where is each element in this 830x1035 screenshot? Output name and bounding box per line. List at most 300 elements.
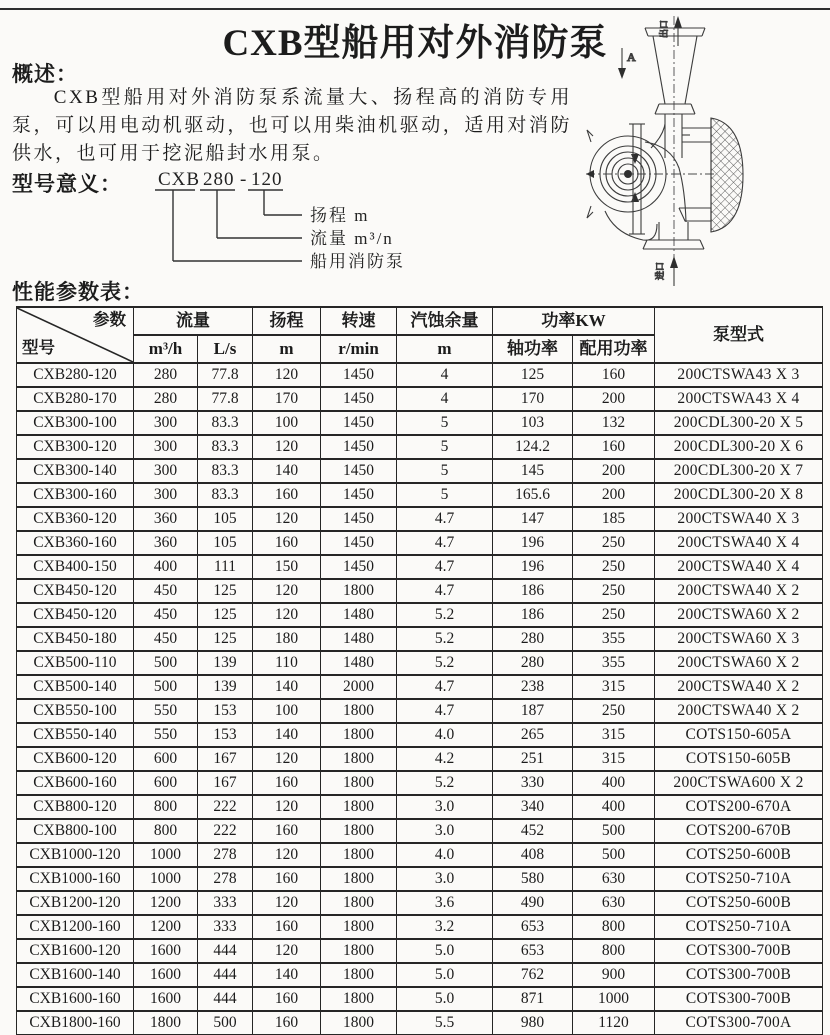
table-row bbox=[17, 891, 823, 915]
value-cell: 580 bbox=[493, 867, 573, 891]
pump-type-cell: 200CTSWA43 X 4 bbox=[655, 387, 823, 411]
table-row bbox=[17, 915, 823, 939]
table-row bbox=[17, 459, 823, 483]
pump-type-cell: 200CDL300-20 X 7 bbox=[655, 459, 823, 483]
value-cell: 250 bbox=[573, 603, 655, 627]
value-cell: 340 bbox=[493, 795, 573, 819]
value-cell: 140 bbox=[253, 675, 321, 699]
value-cell: 1480 bbox=[321, 627, 397, 651]
value-cell: 250 bbox=[573, 531, 655, 555]
value-cell: 160 bbox=[253, 867, 321, 891]
model-code-prefix: CXB bbox=[158, 169, 201, 190]
table-row bbox=[17, 363, 823, 387]
value-cell: 5.2 bbox=[397, 603, 493, 627]
value-cell: 120 bbox=[253, 843, 321, 867]
col-header-pump-type: 泵型式 bbox=[655, 307, 823, 363]
section-a-arrow bbox=[618, 48, 626, 79]
value-cell: 83.3 bbox=[198, 411, 253, 435]
model-cell: CXB800-120 bbox=[17, 795, 134, 819]
value-cell: 1450 bbox=[321, 531, 397, 555]
table-row bbox=[17, 627, 823, 651]
pump-type-cell: 200CTSWA40 X 4 bbox=[655, 531, 823, 555]
value-cell: 450 bbox=[134, 603, 198, 627]
table-row bbox=[17, 387, 823, 411]
model-meaning-heading: 型号意义： bbox=[12, 172, 122, 196]
col-header-speed: 转速 bbox=[321, 307, 397, 335]
value-cell: 1800 bbox=[321, 579, 397, 603]
value-cell: 250 bbox=[573, 555, 655, 579]
model-cell: CXB1600-140 bbox=[17, 963, 134, 987]
value-cell: 500 bbox=[573, 843, 655, 867]
model-cell: CXB1000-120 bbox=[17, 843, 134, 867]
value-cell: 1800 bbox=[321, 771, 397, 795]
value-cell: 125 bbox=[198, 579, 253, 603]
value-cell: 444 bbox=[198, 963, 253, 987]
table-row bbox=[17, 795, 823, 819]
value-cell: 167 bbox=[198, 771, 253, 795]
pump-type-cell: 200CTSWA600 X 2 bbox=[655, 771, 823, 795]
value-cell: 1450 bbox=[321, 411, 397, 435]
value-cell: 333 bbox=[198, 915, 253, 939]
value-cell: 1600 bbox=[134, 963, 198, 987]
table-row bbox=[17, 603, 823, 627]
value-cell: 1000 bbox=[573, 987, 655, 1011]
value-cell: 1800 bbox=[321, 843, 397, 867]
value-cell: 980 bbox=[493, 1011, 573, 1035]
outlet-label: 出口 bbox=[659, 19, 669, 38]
table-row bbox=[17, 699, 823, 723]
value-cell: 1450 bbox=[321, 483, 397, 507]
outlet-arrow bbox=[674, 16, 682, 46]
col-header-rated-power: 配用功率 bbox=[573, 335, 655, 363]
inlet-arrow bbox=[670, 256, 678, 286]
value-cell: 300 bbox=[134, 483, 198, 507]
value-cell: 400 bbox=[134, 555, 198, 579]
value-cell: 120 bbox=[253, 891, 321, 915]
value-cell: 653 bbox=[493, 939, 573, 963]
value-cell: 160 bbox=[253, 531, 321, 555]
value-cell: 1800 bbox=[321, 963, 397, 987]
corner-label-parameter: 参数 bbox=[93, 310, 126, 329]
value-cell: 167 bbox=[198, 747, 253, 771]
value-cell: 4.0 bbox=[397, 723, 493, 747]
value-cell: 250 bbox=[573, 579, 655, 603]
value-cell: 139 bbox=[198, 675, 253, 699]
model-label-pump: 船用消防泵 bbox=[310, 252, 405, 271]
model-cell: CXB360-120 bbox=[17, 507, 134, 531]
value-cell: 3.0 bbox=[397, 867, 493, 891]
value-cell: 315 bbox=[573, 675, 655, 699]
value-cell: 186 bbox=[493, 579, 573, 603]
value-cell: 125 bbox=[198, 603, 253, 627]
value-cell: 222 bbox=[198, 819, 253, 843]
value-cell: 185 bbox=[573, 507, 655, 531]
value-cell: 140 bbox=[253, 459, 321, 483]
model-cell: CXB1600-120 bbox=[17, 939, 134, 963]
value-cell: 5.0 bbox=[397, 987, 493, 1011]
model-code-head: 120 bbox=[251, 169, 283, 190]
value-cell: 1800 bbox=[321, 699, 397, 723]
col-header-shaft-power: 轴功率 bbox=[493, 335, 573, 363]
col-header-head-unit: m bbox=[253, 335, 321, 363]
value-cell: 160 bbox=[253, 987, 321, 1011]
value-cell: 5 bbox=[397, 483, 493, 507]
pump-type-cell: COTS150-605A bbox=[655, 723, 823, 747]
table-row bbox=[17, 723, 823, 747]
performance-table bbox=[16, 306, 823, 1035]
value-cell: 4.7 bbox=[397, 579, 493, 603]
value-cell: 124.2 bbox=[493, 435, 573, 459]
pump-type-cell: 200CTSWA60 X 2 bbox=[655, 603, 823, 627]
col-header-power: 功率KW bbox=[493, 307, 655, 335]
table-row bbox=[17, 555, 823, 579]
pump-type-cell: 200CTSWA43 X 3 bbox=[655, 363, 823, 387]
table-row bbox=[17, 867, 823, 891]
value-cell: 5.2 bbox=[397, 651, 493, 675]
value-cell: 360 bbox=[134, 507, 198, 531]
value-cell: 550 bbox=[134, 723, 198, 747]
value-cell: 452 bbox=[493, 819, 573, 843]
value-cell: 490 bbox=[493, 891, 573, 915]
value-cell: 265 bbox=[493, 723, 573, 747]
value-cell: 330 bbox=[493, 771, 573, 795]
pump-type-cell: COTS250-710A bbox=[655, 915, 823, 939]
pump-technical-drawing bbox=[585, 8, 827, 294]
pump-type-cell: COTS150-605B bbox=[655, 747, 823, 771]
value-cell: 160 bbox=[253, 819, 321, 843]
value-cell: 160 bbox=[573, 435, 655, 459]
model-cell: CXB1200-160 bbox=[17, 915, 134, 939]
model-cell: CXB280-170 bbox=[17, 387, 134, 411]
value-cell: 103 bbox=[493, 411, 573, 435]
value-cell: 800 bbox=[134, 795, 198, 819]
value-cell: 196 bbox=[493, 555, 573, 579]
value-cell: 150 bbox=[253, 555, 321, 579]
value-cell: 1800 bbox=[321, 795, 397, 819]
value-cell: 630 bbox=[573, 867, 655, 891]
value-cell: 300 bbox=[134, 459, 198, 483]
value-cell: 900 bbox=[573, 963, 655, 987]
col-header-npsh-unit: m bbox=[397, 335, 493, 363]
model-cell: CXB1800-160 bbox=[17, 1011, 134, 1035]
value-cell: 120 bbox=[253, 435, 321, 459]
value-cell: 5 bbox=[397, 459, 493, 483]
value-cell: 132 bbox=[573, 411, 655, 435]
value-cell: 1800 bbox=[321, 867, 397, 891]
pump-motor-dome bbox=[679, 118, 743, 232]
value-cell: 1000 bbox=[134, 843, 198, 867]
value-cell: 300 bbox=[134, 435, 198, 459]
inlet-label: 进口 bbox=[655, 261, 665, 280]
value-cell: 800 bbox=[573, 915, 655, 939]
performance-table-body bbox=[17, 363, 823, 1035]
value-cell: 145 bbox=[493, 459, 573, 483]
table-row bbox=[17, 579, 823, 603]
model-cell: CXB400-150 bbox=[17, 555, 134, 579]
value-cell: 250 bbox=[573, 699, 655, 723]
value-cell: 180 bbox=[253, 627, 321, 651]
table-row bbox=[17, 483, 823, 507]
value-cell: 800 bbox=[573, 939, 655, 963]
value-cell: 5 bbox=[397, 435, 493, 459]
col-header-npsh: 汽蚀余量 bbox=[397, 307, 493, 335]
value-cell: 500 bbox=[198, 1011, 253, 1035]
pump-type-cell: COTS300-700A bbox=[655, 1011, 823, 1035]
value-cell: 1120 bbox=[573, 1011, 655, 1035]
value-cell: 4 bbox=[397, 363, 493, 387]
value-cell: 140 bbox=[253, 963, 321, 987]
pump-type-cell: 200CDL300-20 X 8 bbox=[655, 483, 823, 507]
value-cell: 355 bbox=[573, 651, 655, 675]
value-cell: 160 bbox=[253, 1011, 321, 1035]
value-cell: 653 bbox=[493, 915, 573, 939]
value-cell: 800 bbox=[134, 819, 198, 843]
value-cell: 120 bbox=[253, 507, 321, 531]
corner-cell bbox=[17, 307, 134, 363]
model-cell: CXB600-120 bbox=[17, 747, 134, 771]
value-cell: 315 bbox=[573, 723, 655, 747]
value-cell: 139 bbox=[198, 651, 253, 675]
value-cell: 280 bbox=[134, 387, 198, 411]
section-a-label: A bbox=[627, 50, 636, 64]
value-cell: 300 bbox=[134, 411, 198, 435]
value-cell: 400 bbox=[573, 771, 655, 795]
table-row bbox=[17, 939, 823, 963]
value-cell: 600 bbox=[134, 747, 198, 771]
model-cell: CXB450-120 bbox=[17, 579, 134, 603]
pump-type-cell: COTS200-670A bbox=[655, 795, 823, 819]
value-cell: 280 bbox=[493, 651, 573, 675]
pump-type-cell: 200CDL300-20 X 6 bbox=[655, 435, 823, 459]
model-cell: CXB300-140 bbox=[17, 459, 134, 483]
model-code-diagram bbox=[140, 163, 480, 275]
value-cell: 278 bbox=[198, 867, 253, 891]
value-cell: 1800 bbox=[321, 819, 397, 843]
value-cell: 600 bbox=[134, 771, 198, 795]
model-cell: CXB1600-160 bbox=[17, 987, 134, 1011]
value-cell: 2000 bbox=[321, 675, 397, 699]
table-row bbox=[17, 843, 823, 867]
performance-heading: 性能参数表： bbox=[12, 280, 144, 304]
value-cell: 111 bbox=[198, 555, 253, 579]
table-row bbox=[17, 819, 823, 843]
value-cell: 1800 bbox=[134, 1011, 198, 1035]
col-header-ls: L/s bbox=[198, 335, 253, 363]
value-cell: 1450 bbox=[321, 435, 397, 459]
overview-body: CXB型船用对外消防泵系流量大、扬程高的消防专用泵，可以用电动机驱动，也可以用柴油机驱动，适用对消防供水，也可用于挖泥船封水用泵。 bbox=[12, 87, 572, 164]
pump-type-cell: COTS300-700B bbox=[655, 963, 823, 987]
value-cell: 1800 bbox=[321, 915, 397, 939]
value-cell: 500 bbox=[134, 651, 198, 675]
value-cell: 1450 bbox=[321, 507, 397, 531]
value-cell: 3.0 bbox=[397, 795, 493, 819]
value-cell: 1450 bbox=[321, 363, 397, 387]
value-cell: 1800 bbox=[321, 987, 397, 1011]
value-cell: 100 bbox=[253, 411, 321, 435]
value-cell: 630 bbox=[573, 891, 655, 915]
value-cell: 120 bbox=[253, 603, 321, 627]
value-cell: 153 bbox=[198, 723, 253, 747]
value-cell: 400 bbox=[573, 795, 655, 819]
value-cell: 444 bbox=[198, 939, 253, 963]
pump-volute bbox=[586, 124, 686, 240]
pump-type-cell: COTS250-710A bbox=[655, 867, 823, 891]
table-row bbox=[17, 651, 823, 675]
col-header-speed-unit: r/min bbox=[321, 335, 397, 363]
overview-heading: 概述： bbox=[12, 62, 78, 86]
value-cell: 360 bbox=[134, 531, 198, 555]
value-cell: 408 bbox=[493, 843, 573, 867]
value-cell: 120 bbox=[253, 579, 321, 603]
value-cell: 278 bbox=[198, 843, 253, 867]
value-cell: 100 bbox=[253, 699, 321, 723]
value-cell: 500 bbox=[573, 819, 655, 843]
value-cell: 196 bbox=[493, 531, 573, 555]
value-cell: 500 bbox=[134, 675, 198, 699]
table-row bbox=[17, 1011, 823, 1035]
value-cell: 187 bbox=[493, 699, 573, 723]
value-cell: 170 bbox=[253, 387, 321, 411]
value-cell: 280 bbox=[134, 363, 198, 387]
pump-type-cell: COTS250-600B bbox=[655, 843, 823, 867]
col-header-m3h: m³/h bbox=[134, 335, 198, 363]
value-cell: 120 bbox=[253, 795, 321, 819]
value-cell: 3.2 bbox=[397, 915, 493, 939]
value-cell: 1800 bbox=[321, 1011, 397, 1035]
value-cell: 170 bbox=[493, 387, 573, 411]
value-cell: 4 bbox=[397, 387, 493, 411]
pump-type-cell: COTS300-700B bbox=[655, 939, 823, 963]
value-cell: 1200 bbox=[134, 891, 198, 915]
value-cell: 5.0 bbox=[397, 939, 493, 963]
model-code-separator: - bbox=[240, 169, 247, 190]
model-cell: CXB550-100 bbox=[17, 699, 134, 723]
value-cell: 450 bbox=[134, 627, 198, 651]
value-cell: 160 bbox=[253, 771, 321, 795]
value-cell: 200 bbox=[573, 387, 655, 411]
value-cell: 4.7 bbox=[397, 699, 493, 723]
pump-type-cell: 200CTSWA40 X 2 bbox=[655, 579, 823, 603]
pump-type-cell: 200CTSWA40 X 3 bbox=[655, 507, 823, 531]
value-cell: 160 bbox=[573, 363, 655, 387]
corner-label-model: 型号 bbox=[22, 338, 55, 358]
model-cell: CXB300-120 bbox=[17, 435, 134, 459]
value-cell: 105 bbox=[198, 507, 253, 531]
value-cell: 1800 bbox=[321, 747, 397, 771]
value-cell: 5.5 bbox=[397, 1011, 493, 1035]
table-row bbox=[17, 435, 823, 459]
value-cell: 120 bbox=[253, 747, 321, 771]
value-cell: 200 bbox=[573, 459, 655, 483]
pump-type-cell: 200CTSWA60 X 2 bbox=[655, 651, 823, 675]
value-cell: 1200 bbox=[134, 915, 198, 939]
value-cell: 222 bbox=[198, 795, 253, 819]
value-cell: 1480 bbox=[321, 651, 397, 675]
pump-type-cell: COTS300-700B bbox=[655, 987, 823, 1011]
page-title: CXB型船用对外消防泵 bbox=[222, 23, 608, 64]
model-cell: CXB450-120 bbox=[17, 603, 134, 627]
table-row bbox=[17, 987, 823, 1011]
value-cell: 140 bbox=[253, 723, 321, 747]
value-cell: 871 bbox=[493, 987, 573, 1011]
value-cell: 120 bbox=[253, 939, 321, 963]
model-cell: CXB1000-160 bbox=[17, 867, 134, 891]
value-cell: 1450 bbox=[321, 459, 397, 483]
value-cell: 4.7 bbox=[397, 507, 493, 531]
value-cell: 4.7 bbox=[397, 531, 493, 555]
value-cell: 1800 bbox=[321, 891, 397, 915]
value-cell: 238 bbox=[493, 675, 573, 699]
model-cell: CXB280-120 bbox=[17, 363, 134, 387]
value-cell: 4.2 bbox=[397, 747, 493, 771]
value-cell: 125 bbox=[493, 363, 573, 387]
value-cell: 1450 bbox=[321, 555, 397, 579]
value-cell: 333 bbox=[198, 891, 253, 915]
value-cell: 1450 bbox=[321, 387, 397, 411]
value-cell: 5.2 bbox=[397, 627, 493, 651]
value-cell: 147 bbox=[493, 507, 573, 531]
value-cell: 77.8 bbox=[198, 363, 253, 387]
model-cell: CXB360-160 bbox=[17, 531, 134, 555]
pump-diffuser-cone bbox=[645, 28, 705, 158]
table-row bbox=[17, 411, 823, 435]
model-label-flow: 流量 m³/n bbox=[310, 229, 394, 248]
value-cell: 251 bbox=[493, 747, 573, 771]
value-cell: 315 bbox=[573, 747, 655, 771]
table-row bbox=[17, 531, 823, 555]
value-cell: 1800 bbox=[321, 939, 397, 963]
pump-type-cell: 200CDL300-20 X 5 bbox=[655, 411, 823, 435]
model-cell: CXB800-100 bbox=[17, 819, 134, 843]
pump-type-cell: COTS250-600B bbox=[655, 891, 823, 915]
model-cell: CXB300-100 bbox=[17, 411, 134, 435]
model-cell: CXB500-140 bbox=[17, 675, 134, 699]
value-cell: 450 bbox=[134, 579, 198, 603]
value-cell: 4.0 bbox=[397, 843, 493, 867]
value-cell: 153 bbox=[198, 699, 253, 723]
value-cell: 83.3 bbox=[198, 459, 253, 483]
value-cell: 1600 bbox=[134, 939, 198, 963]
value-cell: 762 bbox=[493, 963, 573, 987]
value-cell: 280 bbox=[493, 627, 573, 651]
value-cell: 83.3 bbox=[198, 483, 253, 507]
value-cell: 120 bbox=[253, 363, 321, 387]
model-cell: CXB500-110 bbox=[17, 651, 134, 675]
value-cell: 165.6 bbox=[493, 483, 573, 507]
value-cell: 4.7 bbox=[397, 675, 493, 699]
pump-bottom-flange bbox=[643, 222, 704, 249]
value-cell: 4.7 bbox=[397, 555, 493, 579]
pump-type-cell: 200CTSWA40 X 2 bbox=[655, 675, 823, 699]
value-cell: 3.0 bbox=[397, 819, 493, 843]
model-label-head: 扬程 m bbox=[310, 206, 370, 225]
value-cell: 105 bbox=[198, 531, 253, 555]
pump-type-cell: 200CTSWA40 X 2 bbox=[655, 699, 823, 723]
value-cell: 1000 bbox=[134, 867, 198, 891]
table-row bbox=[17, 747, 823, 771]
value-cell: 110 bbox=[253, 651, 321, 675]
value-cell: 125 bbox=[198, 627, 253, 651]
col-header-flow: 流量 bbox=[134, 307, 253, 335]
table-row bbox=[17, 675, 823, 699]
value-cell: 5.2 bbox=[397, 771, 493, 795]
value-cell: 5 bbox=[397, 411, 493, 435]
header-row-1 bbox=[17, 307, 823, 335]
value-cell: 77.8 bbox=[198, 387, 253, 411]
model-cell: CXB550-140 bbox=[17, 723, 134, 747]
value-cell: 186 bbox=[493, 603, 573, 627]
value-cell: 83.3 bbox=[198, 435, 253, 459]
